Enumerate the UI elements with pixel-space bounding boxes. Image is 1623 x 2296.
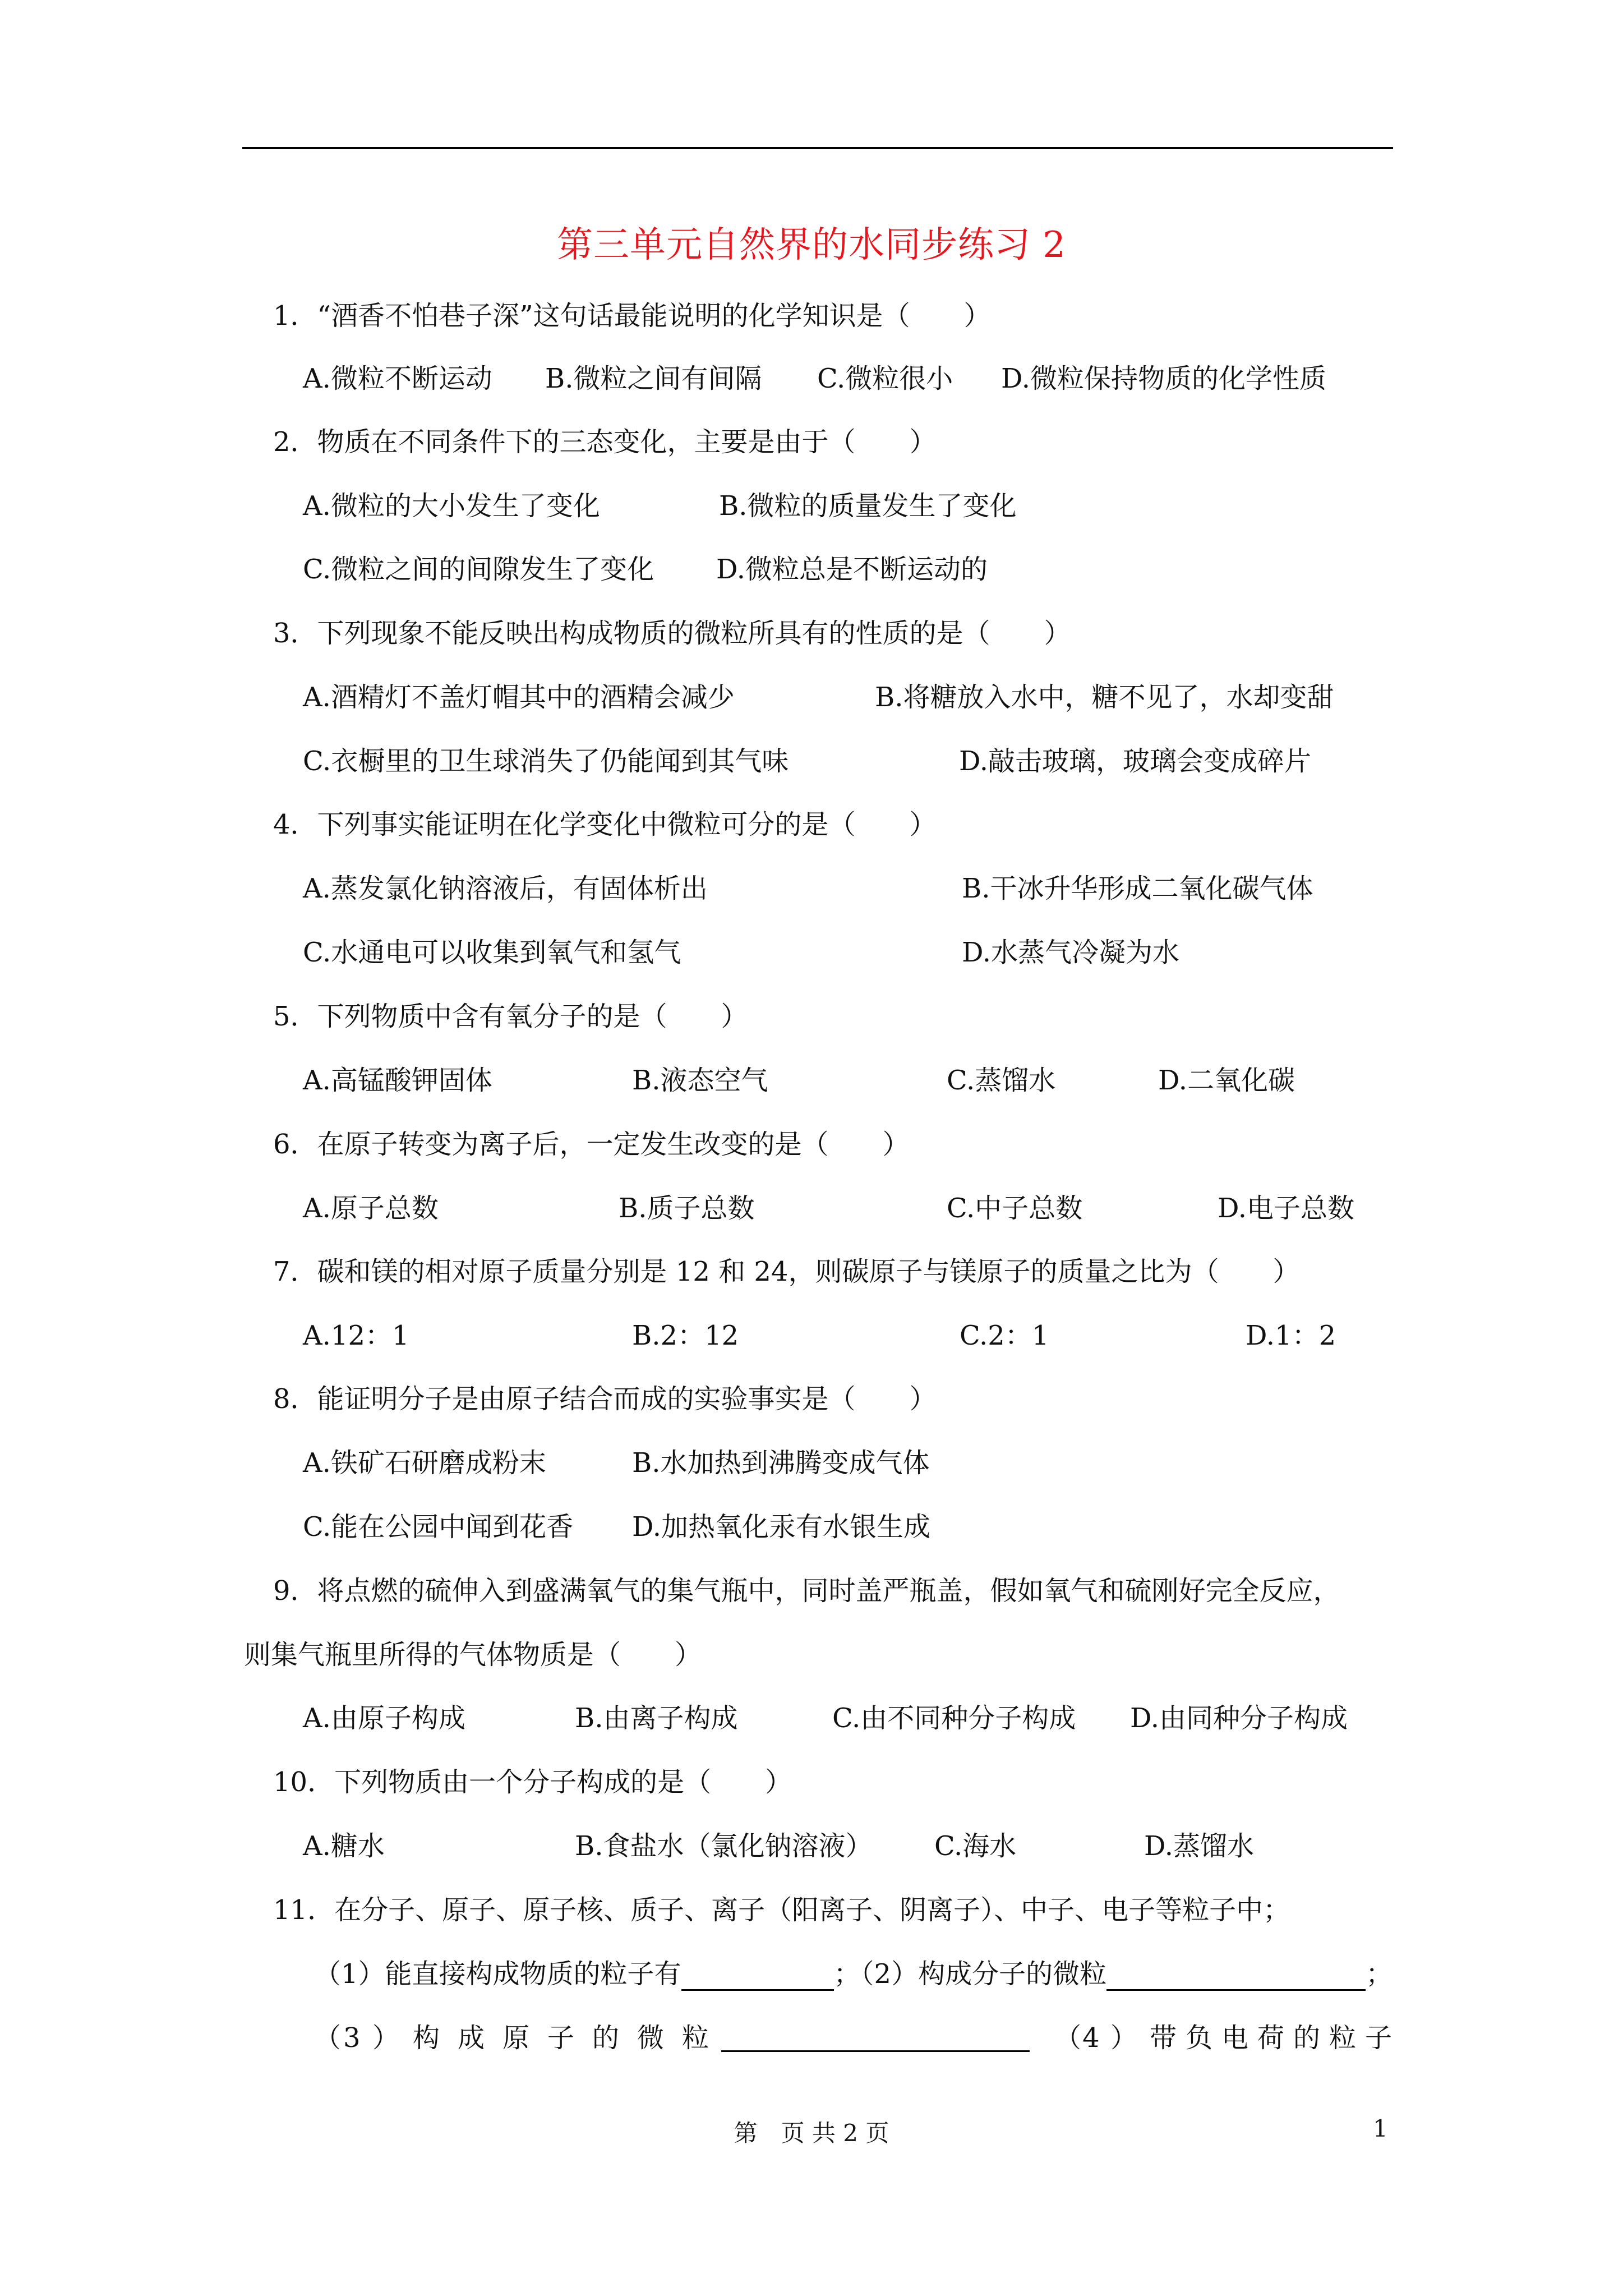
q2-option-d: D.微粒总是不断运动的 [716,554,988,585]
q11-part3-blank[interactable] [721,2026,1030,2052]
q11-part3-char: 原 [502,2022,530,2054]
q8-option-b: B.水加热到沸腾变成气体 [632,1447,930,1479]
page-footer: 第 页 共 2 页 [734,2119,889,2147]
page-title: 第三单元自然界的水同步练习 2 [556,224,1067,266]
q8-option-d: D.加热氧化汞有水银生成 [632,1511,931,1543]
q3-option-a: A.酒精灯不盖灯帽其中的酒精会减少 [303,682,735,713]
question-11-part-1-2 [314,1957,1393,1991]
q11-part3-char: 成 [458,2022,485,2054]
q2-option-a: A.微粒的大小发生了变化 [303,490,600,522]
q5-option-d: D.二氧化碳 [1158,1065,1295,1096]
q5-option-a: A.高锰酸钾固体 [303,1065,492,1096]
q11-part4-char: 的 [1293,2022,1321,2054]
q11-part3-char: ） [372,2022,400,2054]
q7-option-d: D.1：2 [1246,1320,1336,1351]
q9-option-a: A.由原子构成 [303,1703,465,1734]
q9-option-b: B.由离子构成 [575,1703,738,1734]
q6-option-d: D.电子总数 [1218,1193,1355,1224]
question-3: 3．下列现象不能反映出构成物质的微粒所具有的性质的是（ ） [273,618,1071,649]
q11-part4-char: （ [1054,2022,1082,2054]
q10-option-a: A.糖水 [303,1830,385,1862]
question-10: 10．下列物质由一个分子构成的是（ ） [273,1766,792,1798]
q11-part1-blank[interactable] [681,1964,834,1991]
question-2: 2．物质在不同条件下的三态变化，主要是由于（ ） [273,426,937,458]
question-9: 9．将点燃的硫伸入到盛满氧气的集气瓶中，同时盖严瓶盖，假如氧气和硫刚好完全反应， [273,1575,1340,1607]
q3-option-c: C.衣橱里的卫生球消失了仍能闻到其气味 [303,746,789,777]
q11-part1-label: （1）能直接构成物质的粒子有 [314,1958,681,1990]
q11-part2-label: ；（2）构成分子的微粒 [833,1958,1107,1990]
q7-option-b: B.2：12 [632,1320,739,1351]
q11-part4-char: 子 [1365,2022,1393,2054]
question-1: 1．“酒香不怕巷子深”这句话最能说明的化学知识是（ ） [273,300,991,332]
q2-option-b: B.微粒的质量发生了变化 [719,490,1017,522]
q10-option-b: B.食盐水（氯化钠溶液） [575,1830,873,1862]
q6-option-c: C.中子总数 [947,1193,1083,1224]
q4-option-d: D.水蒸气冷凝为水 [962,937,1180,968]
q1-option-d: D.微粒保持物质的化学性质 [1001,363,1327,394]
question-7: 7．碳和镁的相对原子质量分别是 12 和 24，则碳原子与镁原子的质量之比为（ ） [273,1256,1300,1287]
question-4: 4．下列事实能证明在化学变化中微粒可分的是（ ） [273,809,937,840]
q11-part3-char: 粒 [682,2022,709,2054]
q6-option-b: B.质子总数 [619,1193,755,1224]
q4-option-b: B.干冰升华形成二氧化碳气体 [962,873,1313,904]
q11-part2-end: ； [1366,1958,1393,1990]
q1-option-b: B.微粒之间有间隔 [545,363,762,394]
q5-option-c: C.蒸馏水 [947,1065,1056,1096]
q11-part4-char: 荷 [1257,2022,1285,2054]
q9-option-c: C.由不同种分子构成 [832,1703,1076,1734]
header-rule [242,147,1393,149]
q11-part2-blank[interactable] [1106,1964,1366,1991]
q8-option-a: A.铁矿石研磨成粉末 [303,1447,546,1479]
q11-part3-char: 构 [413,2022,440,2054]
page-number: 1 [1373,2115,1388,2142]
question-8: 8．能证明分子是由原子结合而成的实验事实是（ ） [273,1383,937,1415]
q5-option-b: B.液态空气 [632,1065,768,1096]
q11-part4-char: 负 [1186,2022,1213,2054]
q11-part4-char: 电 [1221,2022,1249,2054]
q11-part4-char: ） [1110,2022,1138,2054]
q9-option-d: D.由同种分子构成 [1130,1703,1348,1734]
q3-option-b: B.将糖放入水中，糖不见了，水却变甜 [875,682,1334,713]
q7-option-c: C.2：1 [960,1320,1049,1351]
q4-option-c: C.水通电可以收集到氧气和氢气 [303,937,681,968]
question-9-continued: 则集气瓶里所得的气体物质是（ ） [244,1639,702,1671]
question-5: 5．下列物质中含有氧分子的是（ ） [273,1001,748,1032]
q8-option-c: C.能在公园中闻到花香 [303,1511,574,1543]
q11-part3-char: 微 [637,2022,665,2054]
q1-option-c: C.微粒很小 [817,363,953,394]
q11-part4-char: 带 [1150,2022,1177,2054]
q11-part4-char: 4 [1082,2022,1100,2054]
q11-part3-char: 子 [547,2022,575,2054]
q11-part3-char: 3 [343,2022,361,2054]
q10-option-c: C.海水 [934,1830,1017,1862]
q4-option-a: A.蒸发氯化钠溶液后，有固体析出 [303,873,708,904]
q3-option-d: D.敲击玻璃，玻璃会变成碎片 [959,746,1312,777]
q11-part4-char: 粒 [1329,2022,1357,2054]
q11-part3-char: （ [314,2022,342,2054]
question-6: 6．在原子转变为离子后，一定发生改变的是（ ） [273,1129,910,1160]
q6-option-a: A.原子总数 [303,1193,439,1224]
q1-option-a: A.微粒不断运动 [303,363,492,394]
q11-part3-char: 的 [592,2022,620,2054]
question-11: 11．在分子、原子、原子核、质子、离子（阳离子、阴离子）、中子、电子等粒子中； [273,1894,1290,1926]
q7-option-a: A.12：1 [303,1320,409,1351]
q2-option-c: C.微粒之间的间隙发生了变化 [303,554,654,585]
q10-option-d: D.蒸馏水 [1144,1830,1255,1862]
